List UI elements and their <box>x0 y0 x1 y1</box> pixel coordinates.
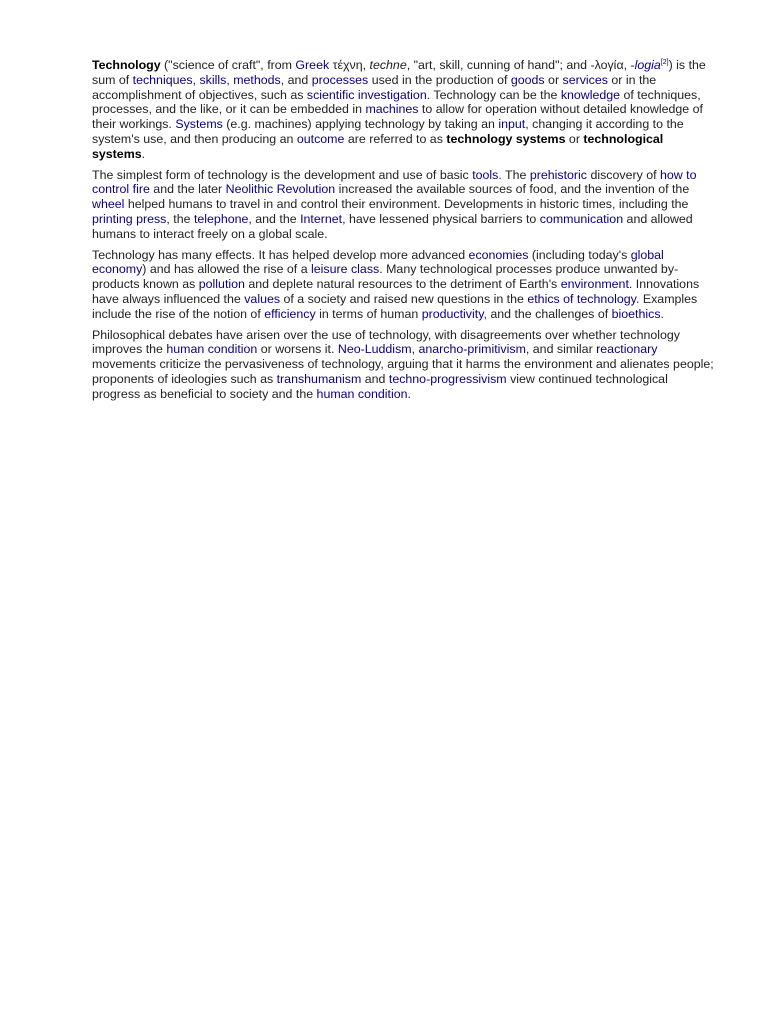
paragraph-text: of techniques, processes, and the like, or it can be embedded in <box>92 87 701 117</box>
paragraph-text: (including today's <box>528 247 631 262</box>
wiki-link[interactable]: input <box>498 117 526 132</box>
paragraph-text: . Many technological processes produce unwanted by-products known as <box>92 262 679 292</box>
wiki-link[interactable]: communication <box>539 211 624 226</box>
paragraph-text: Philosophical debates have arisen over the use of technology, with disagreements over whether technology improves the <box>92 327 680 357</box>
wiki-link[interactable]: techniques <box>132 72 193 87</box>
paragraph-text: , <box>226 72 234 87</box>
paragraph-text: , changing it according to the system's use, and then producing an <box>92 117 684 146</box>
wiki-link[interactable]: leisure class <box>311 262 380 277</box>
paragraph-text: , have lessened physical barriers to <box>342 211 540 226</box>
paragraph-text: of a society and raised new questions in the <box>280 291 528 306</box>
paragraph-text: or <box>565 131 584 146</box>
paragraph-text: ) and has allowed the rise of a <box>142 262 312 277</box>
paragraph-text: used in the production of <box>368 72 511 87</box>
wiki-link[interactable]: Neo-Luddism <box>337 342 412 357</box>
article-paragraph <box>92 168 716 242</box>
wiki-link[interactable]: knowledge <box>560 87 621 102</box>
wiki-link[interactable]: services <box>562 72 608 87</box>
wiki-link[interactable]: productivity <box>421 306 484 321</box>
bold-term: technological systems <box>92 131 664 161</box>
paragraph-text: and the later <box>149 182 226 197</box>
wiki-link[interactable]: pollution <box>198 277 245 292</box>
paragraph-text: increased the available sources of food, and the invention of the <box>335 182 690 197</box>
paragraph-text: ) is the sum of <box>92 58 706 87</box>
wiki-link[interactable]: bioethics <box>611 306 661 321</box>
paragraph-text: or worsens it. <box>257 342 338 357</box>
paragraph-text: are referred to as <box>344 131 447 146</box>
article-paragraph <box>92 248 716 322</box>
paragraph-text: Technology has many effects. It has helped develop more advanced <box>92 247 469 262</box>
wiki-link[interactable]: reactionary <box>596 342 658 357</box>
paragraph-text: . The <box>498 167 530 182</box>
paragraph-text: to allow for operation without detailed knowledge of their workings. <box>92 102 703 132</box>
paragraph-text: , the <box>166 211 194 226</box>
article-body <box>92 58 716 408</box>
wiki-link[interactable]: values <box>244 291 281 306</box>
wiki-link[interactable]: how to control fire <box>92 167 697 197</box>
paragraph-text: (e.g. machines) applying technology by taking an <box>222 117 499 132</box>
paragraph-text: , <box>192 72 200 87</box>
bold-term: Technology <box>92 58 161 72</box>
wiki-link[interactable]: human condition <box>316 386 408 401</box>
wiki-link[interactable]: efficiency <box>264 306 316 321</box>
paragraph-text: . Examples include the rise of the notion of <box>92 291 698 321</box>
wiki-link[interactable]: methods <box>233 72 281 87</box>
article-paragraph <box>92 58 716 162</box>
paragraph-text: view continued technological progress as beneficial to society and the <box>92 371 668 401</box>
bold-term: technology systems <box>446 131 566 146</box>
wiki-link[interactable]: Systems <box>175 117 223 132</box>
paragraph-text: . <box>660 306 664 321</box>
paragraph-text: . <box>141 146 146 161</box>
paragraph-text: or <box>544 72 563 87</box>
paragraph-text: . Innovations have always influenced the <box>92 277 700 306</box>
wiki-link[interactable]: ethics of technology <box>527 291 636 306</box>
paragraph-text: , and the <box>248 211 301 226</box>
wiki-link[interactable]: prehistoric <box>529 167 587 182</box>
paragraph-text: and <box>361 371 389 386</box>
wiki-link[interactable]: processes <box>311 72 369 87</box>
wiki-link[interactable]: outcome <box>296 131 345 146</box>
paragraph-text: , and the challenges of <box>483 306 612 321</box>
wiki-link[interactable]: environment <box>560 277 629 292</box>
paragraph-text: τέχνη, <box>329 58 370 72</box>
paragraph-text: . Technology can be the <box>426 87 561 102</box>
wiki-link[interactable]: Neolithic Revolution <box>225 182 336 197</box>
paragraph-text: movements criticize the pervasiveness of technology, arguing that it harms the environment and alienates people; proponents of ideologies such as <box>92 357 714 386</box>
wiki-link[interactable]: telephone <box>193 211 249 226</box>
wiki-link[interactable]: skills <box>199 72 227 87</box>
paragraph-text: and deplete natural resources to the detriment of Earth's <box>244 277 561 292</box>
paragraph-text: helped humans to travel in and control their environment. Developments in historic times, including the <box>124 197 689 212</box>
paragraph-text: , and <box>280 72 312 87</box>
wiki-link[interactable]: machines <box>365 102 419 117</box>
paragraph-text: in terms of human <box>315 306 422 321</box>
paragraph-text: . <box>407 386 411 401</box>
paragraph-text: , <box>411 342 419 357</box>
wiki-link[interactable]: economies <box>468 247 529 262</box>
wiki-link[interactable]: Internet <box>300 211 343 226</box>
paragraph-text: , "art, skill, cunning of hand"; and -λογία, - <box>406 58 635 72</box>
wiki-link[interactable]: human condition <box>166 342 258 357</box>
wiki-link[interactable]: anarcho-primitivism <box>418 342 526 357</box>
citation-link[interactable]: [2] <box>660 58 669 66</box>
paragraph-text: discovery of <box>587 167 660 182</box>
italic-term: techne <box>369 58 407 72</box>
wiki-link[interactable]: logia <box>634 58 661 72</box>
article-paragraph <box>92 328 716 402</box>
wiki-link[interactable]: global economy <box>92 247 664 277</box>
paragraph-text: ("science of craft", from <box>160 58 296 72</box>
paragraph-text: or in the accomplishment of objectives, such as <box>92 72 657 102</box>
wiki-link[interactable]: transhumanism <box>276 371 362 386</box>
wiki-link[interactable]: wheel <box>92 197 125 212</box>
wiki-link[interactable]: techno-progressivism <box>388 371 507 386</box>
paragraph-text: and allowed humans to interact freely on a global scale. <box>92 211 693 241</box>
paragraph-text: , and similar <box>525 342 597 357</box>
paragraph-text: The simplest form of technology is the development and use of basic <box>92 167 473 182</box>
wiki-link[interactable]: scientific investigation <box>306 87 427 102</box>
wiki-link[interactable]: Greek <box>295 58 330 72</box>
wiki-link[interactable]: tools <box>472 167 499 182</box>
wiki-link[interactable]: printing press <box>92 211 167 226</box>
wiki-link[interactable]: goods <box>510 72 545 87</box>
